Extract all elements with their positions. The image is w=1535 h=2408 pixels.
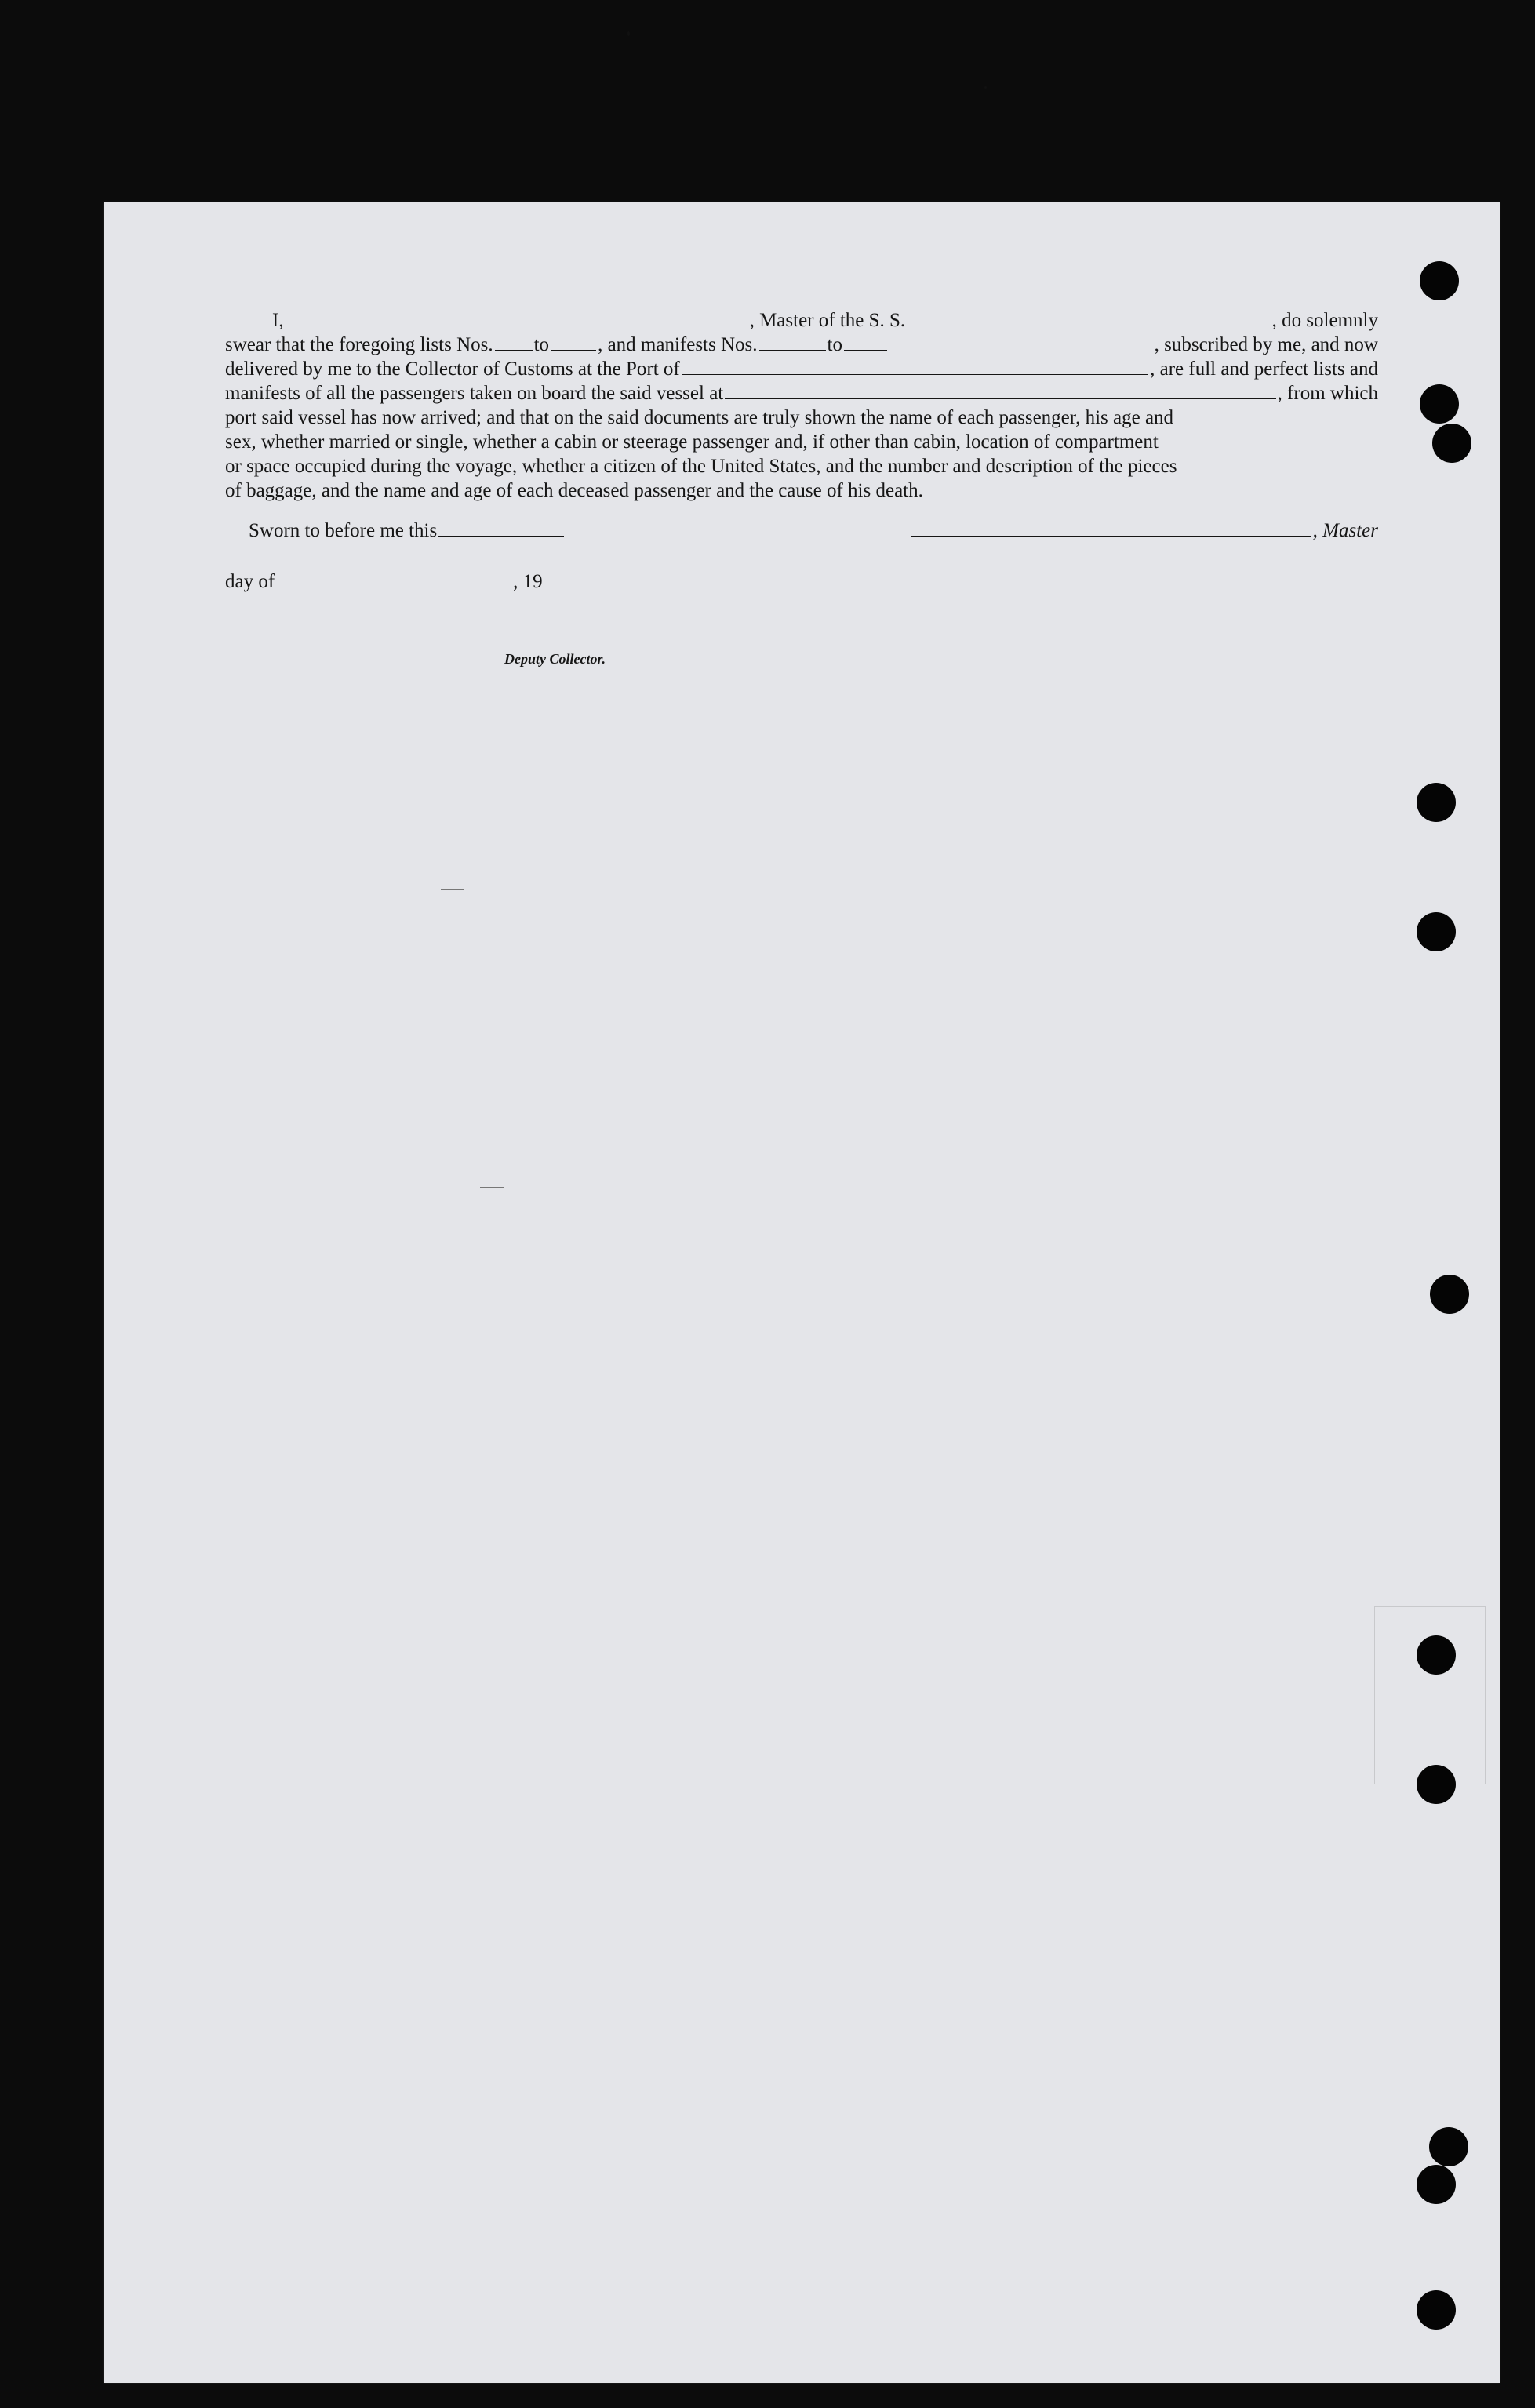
sworn-day-field[interactable] <box>438 520 564 537</box>
oath-text: delivered by me to the Collector of Customs at the Port of <box>225 358 680 380</box>
master-signature-line <box>910 520 1378 542</box>
master-label: , Master <box>1312 520 1378 541</box>
form-sheet <box>104 202 1500 2383</box>
sworn-text: Sworn to before me this <box>249 520 438 541</box>
oath-text: swear that the foregoing lists Nos. <box>225 334 493 355</box>
punch-hole <box>1430 1275 1469 1314</box>
punch-hole <box>1417 1765 1456 1804</box>
faint-stamp-box <box>1374 1606 1486 1784</box>
master-name-field[interactable] <box>286 310 748 326</box>
sworn-line <box>249 520 566 542</box>
oath-text: , from which <box>1277 383 1378 404</box>
scan-speck <box>627 31 630 36</box>
oath-line-6 <box>225 430 1378 454</box>
punch-hole <box>1420 261 1459 300</box>
punch-hole <box>1432 424 1471 463</box>
punch-hole <box>1417 2165 1456 2204</box>
ship-name-field[interactable] <box>907 310 1270 326</box>
oath-line-1 <box>225 308 1378 333</box>
year-field[interactable] <box>544 571 580 587</box>
oath-text: , subscribed by me, and now <box>1154 334 1378 355</box>
oath-text: , are full and perfect lists and <box>1150 358 1378 380</box>
punch-hole <box>1429 2127 1468 2166</box>
oath-text: , do solemnly <box>1271 310 1378 331</box>
deputy-collector-label: Deputy Collector. <box>504 651 606 667</box>
day-of-line <box>225 571 581 593</box>
scan-speck <box>984 86 987 89</box>
manifest-from-field[interactable] <box>759 334 826 351</box>
oath-text: , Master of the S. S. <box>749 310 906 331</box>
oath-text: sex, whether married or single, whether a cabin or steerage passenger and, if other than cabin, location of compartment <box>225 431 1159 453</box>
punch-hole <box>1417 783 1456 822</box>
oath-line-8 <box>225 478 1378 503</box>
day-of-text: day of <box>225 571 275 592</box>
scan-mark <box>480 1187 504 1188</box>
oath-text: to <box>827 334 842 355</box>
list-from-field[interactable] <box>495 334 533 351</box>
oath-line-3 <box>225 357 1378 381</box>
punch-hole <box>1420 384 1459 424</box>
punch-hole <box>1417 1635 1456 1675</box>
oath-text: I, <box>272 310 284 331</box>
master-signature-field[interactable] <box>911 520 1311 537</box>
oath-paragraph <box>225 308 1378 503</box>
oath-text: manifests of all the passengers taken on board the said vessel at <box>225 383 724 404</box>
oath-line-2 <box>225 333 1378 357</box>
oath-line-5 <box>225 406 1378 430</box>
punch-hole <box>1417 912 1456 951</box>
year-prefix: , 19 <box>513 571 543 592</box>
port-field[interactable] <box>682 358 1148 375</box>
departure-port-field[interactable] <box>725 383 1275 399</box>
month-field[interactable] <box>276 571 511 587</box>
punch-hole <box>1417 2290 1456 2330</box>
oath-text: or space occupied during the voyage, whether a citizen of the United States, and the number and description of the pieces <box>225 456 1177 477</box>
oath-text: , and manifests Nos. <box>598 334 758 355</box>
list-to-field[interactable] <box>551 334 596 351</box>
deputy-collector-signature <box>275 646 606 667</box>
oath-text: of baggage, and the name and age of each deceased passenger and the cause of his death. <box>225 480 923 501</box>
oath-text: to <box>533 334 550 355</box>
scan-mark <box>441 889 464 890</box>
oath-line-7 <box>225 454 1378 478</box>
oath-text: port said vessel has now arrived; and that on the said documents are truly shown the name of each passenger, his age and <box>225 407 1174 428</box>
oath-line-4 <box>225 381 1378 406</box>
manifest-to-field[interactable] <box>844 334 887 351</box>
